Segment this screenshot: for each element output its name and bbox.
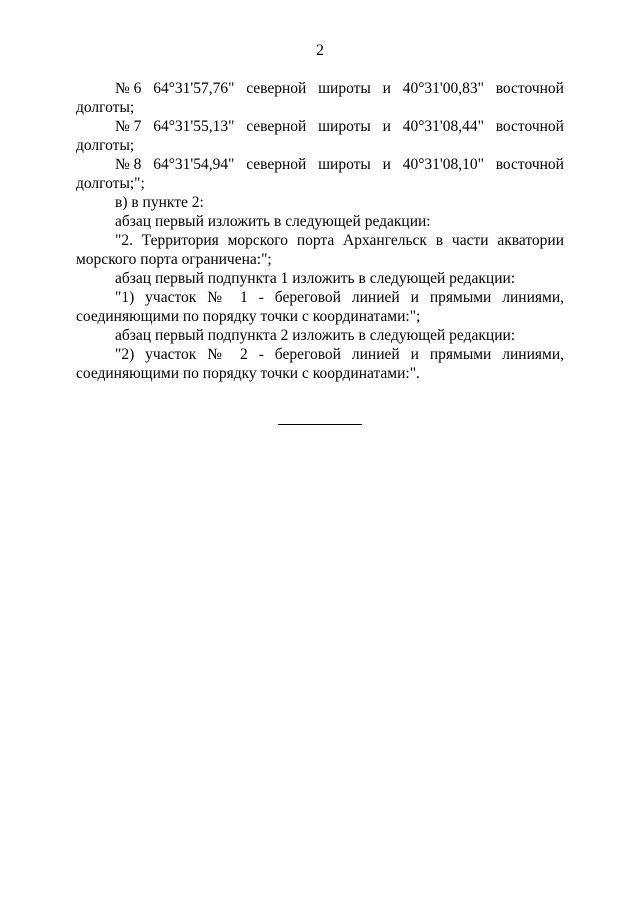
and-word: и: [382, 118, 391, 135]
coordinate-entry: [76, 117, 564, 155]
coordinate-continuation: долготы;";: [76, 175, 145, 192]
coordinate-line: [115, 155, 564, 174]
paragraph: "1) участок № 1 - береговой линией и прямыми линиями, соединяющими по порядку точки с координатами:";: [76, 289, 564, 325]
latitude-value: 64°31'55,13": [153, 118, 235, 135]
paragraph: абзац первый подпункта 1 изложить в следующей редакции:: [115, 270, 516, 287]
point-number: № 7: [115, 118, 142, 135]
north-word: северной: [246, 80, 307, 97]
and-word: и: [382, 80, 391, 97]
east-word: восточной: [495, 118, 564, 135]
latitude-word: широты: [318, 80, 371, 97]
coordinate-entry: [76, 79, 564, 117]
coordinate-continuation: долготы;: [76, 137, 135, 154]
paragraph: абзац первый подпункта 2 изложить в следующей редакции:: [115, 327, 516, 344]
north-word: северной: [246, 156, 307, 173]
coordinate-line: [115, 117, 564, 136]
paragraph: "2) участок № 2 - береговой линией и прямыми линиями, соединяющими по порядку точки с координатами:".: [76, 346, 564, 382]
north-word: северной: [246, 118, 307, 135]
latitude-value: 64°31'57,76": [153, 80, 235, 97]
east-word: восточной: [495, 156, 564, 173]
latitude-word: широты: [318, 156, 371, 173]
east-word: восточной: [495, 80, 564, 97]
paragraph: "2. Территория морского порта Архангельск в части акватории морского порта ограничена:";: [76, 232, 564, 268]
coordinate-continuation: долготы;: [76, 99, 135, 116]
point-number: № 8: [115, 156, 142, 173]
latitude-word: широты: [318, 118, 371, 135]
point-number: № 6: [115, 80, 142, 97]
paragraph: абзац первый изложить в следующей редакции:: [115, 213, 431, 230]
coordinate-line: [115, 79, 564, 98]
longitude-value: 40°31'08,44": [402, 118, 484, 135]
coordinate-entry: [76, 155, 564, 193]
document-body: [76, 79, 564, 383]
longitude-value: 40°31'00,83": [402, 80, 484, 97]
paragraph: в) в пункте 2:: [115, 194, 204, 211]
and-word: и: [382, 156, 391, 173]
page-number: 2: [316, 42, 324, 59]
longitude-value: 40°31'08,10": [402, 156, 484, 173]
end-separator-line: [278, 424, 362, 425]
latitude-value: 64°31'54,94": [153, 156, 235, 173]
